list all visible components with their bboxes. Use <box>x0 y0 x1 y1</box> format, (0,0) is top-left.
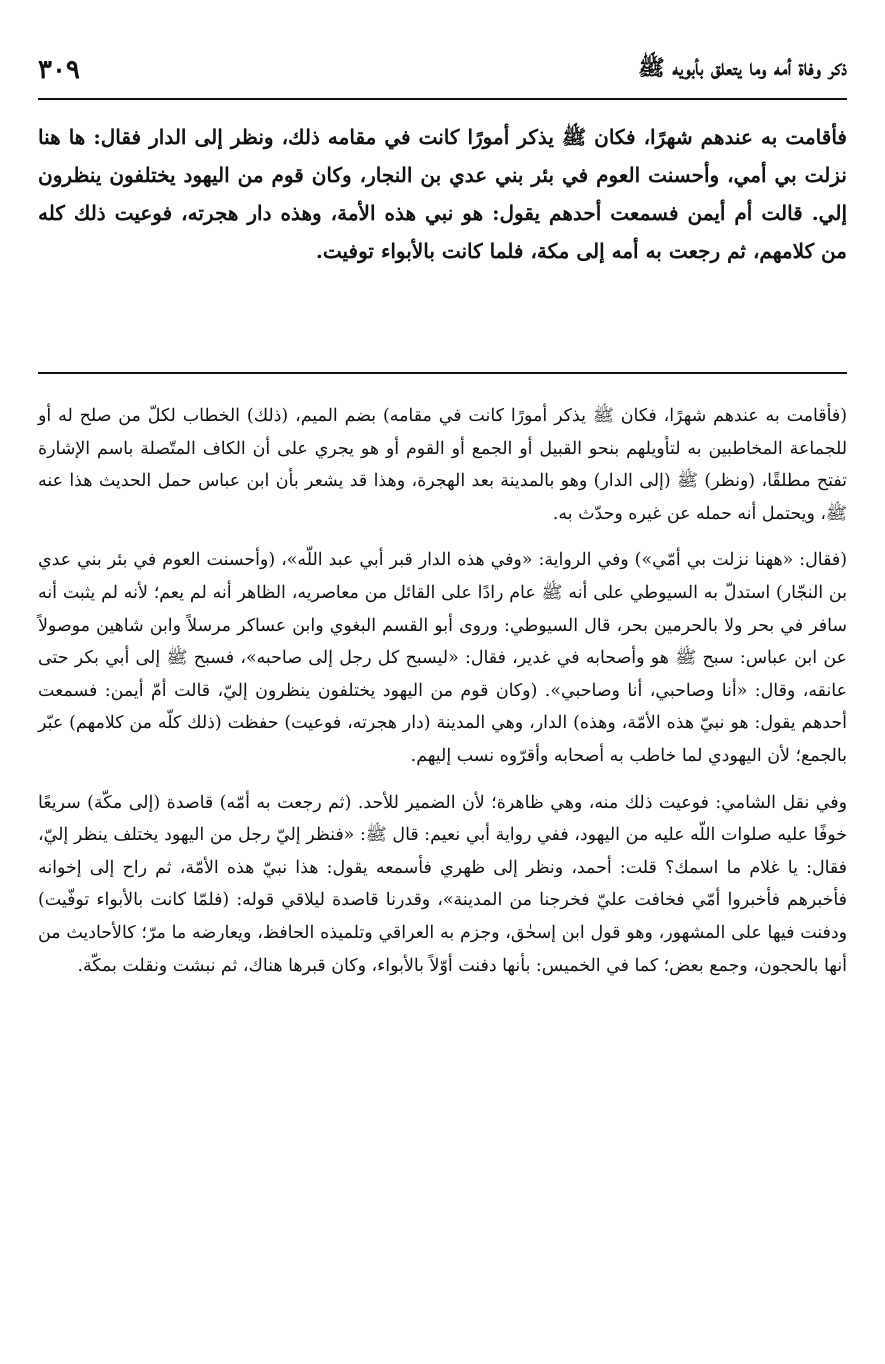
commentary-paragraph: (فقال: «ههنا نزلت بي أمّي») وفي الرواية: «وفي هذه الدار قبر أبي عبد اللّه»، (وأحسنت العوم في بئر بني عدي بن النجّار) استدلّ به السيوطي على أنه ﷺ عام رادًا على القائل من معاصريه، الظاهر أنه لم يعم؛ لأنه لم يثبت أنه سافر في بحر ولا بالحرمين بحر، قال السيوطي: وروى أبو القسم البغوي وابن عساكر مرسلاً وابن شاهين موصولاً عن ابن عباس: سبح ﷺ هو وأصحابه في غدير، فقال: «ليسبح كل رجل إلى صاحبه»، فسبح ﷺ إلى أبي بكر حتى عانقه، وقال: «أنا وصاحبي، أنا وصاحبي». (وكان قوم من اليهود يختلفون ينظرون إليّ، قالت أمّ أيمن: فسمعت أحدهم يقول: هو نبيّ هذه الأمّة، وهذه) الدار، وهي المدينة (دار هجرته، فوعيت) حفظت (ذلك كلّه من كلامهم) عبّر بالجمع؛ لأن اليهودي لما خاطب به أصحابه وأقرّوه نسب إليهم. <box>38 550 847 766</box>
page-number: ٣٠٩ <box>38 55 80 85</box>
separator-line <box>38 372 847 374</box>
page-header <box>38 42 847 100</box>
commentary-paragraph: وفي نقل الشامي: فوعيت ذلك منه، وهي ظاهرة؛ لأن الضمير للأحد. (ثم رجعت به أمّه) قاصدة (إلى مكّة) سريعًا خوفًا عليه صلوات اللّه عليه من اليهود، ففي رواية أبي نعيم: قال ﷺ: «فنظر إليّ رجل من اليهود يختلف ينظر إليّ، فقال: يا غلام ما اسمك؟ قلت: أحمد، ونظر إلى ظهري فأسمعه يقول: هذا نبيّ هذه الأمّة، ثم راح إلى إخوانه فأخبرهم فأخبروا أمّي فخافت عليّ فخرجنا من المدينة»، وقدرنا قاصدة ليلاقي قوله: (فلمّا كانت بالأبواء توفّيت) ودفنت فيها على المشهور، وهو قول ابن إسحٰق، وجزم به العراقي وتلميذه الحافظ، ويعارضه ما مرّ؛ كالأحاديث من أنها بالحجون، وجمع بعض؛ كما في الخميس: بأنها دفنت أوّلاً بالأبواء، وكان قبرها هناك، ثم نبشت ونقلت بمكّة. <box>38 792 847 976</box>
main-text: فأقامت به عندهم شهرًا، فكان ﷺ يذكر أمورًا كانت في مقامه ذلك، ونظر إلى الدار فقال: ها هنا نزلت بي أمي، وأحسنت العوم في بئر بني عدي بن النجار، وكان قوم من اليهود يختلفون ينظرون إلي. قالت أم أيمن فسمعت أحدهم يقول: هو نبي هذه الأمة، وهذه دار هجرته، فوعيت ذلك كله من كلامهم، ثم رجعت به أمه إلى مكة، فلما كانت بالأبواء توفيت. <box>38 125 847 263</box>
commentary <box>38 400 847 996</box>
running-title: ذكر وفاة أمه وما يتعلق بأبويه ﷺ <box>638 55 847 81</box>
commentary-paragraph: (فأقامت به عندهم شهرًا، فكان ﷺ يذكر أمورًا كانت في مقامه) بضم الميم، (ذلك) الخطاب لكلّ من صلح له أو للجماعة المخاطبين به لتأويلهم بنحو القبيل أو الجمع أو القوم أو هو يجري على أن الكاف المتّصلة باسم الإشارة تفتح مطلقًا، (ونظر) ﷺ (إلى الدار) وهو بالمدينة بعد الهجرة، وهذا قد يشعر بأن ابن عباس حمل الحديث هذا عنه ﷺ، ويحتمل أنه حمله عن غيره وحدّث به. <box>38 406 847 524</box>
